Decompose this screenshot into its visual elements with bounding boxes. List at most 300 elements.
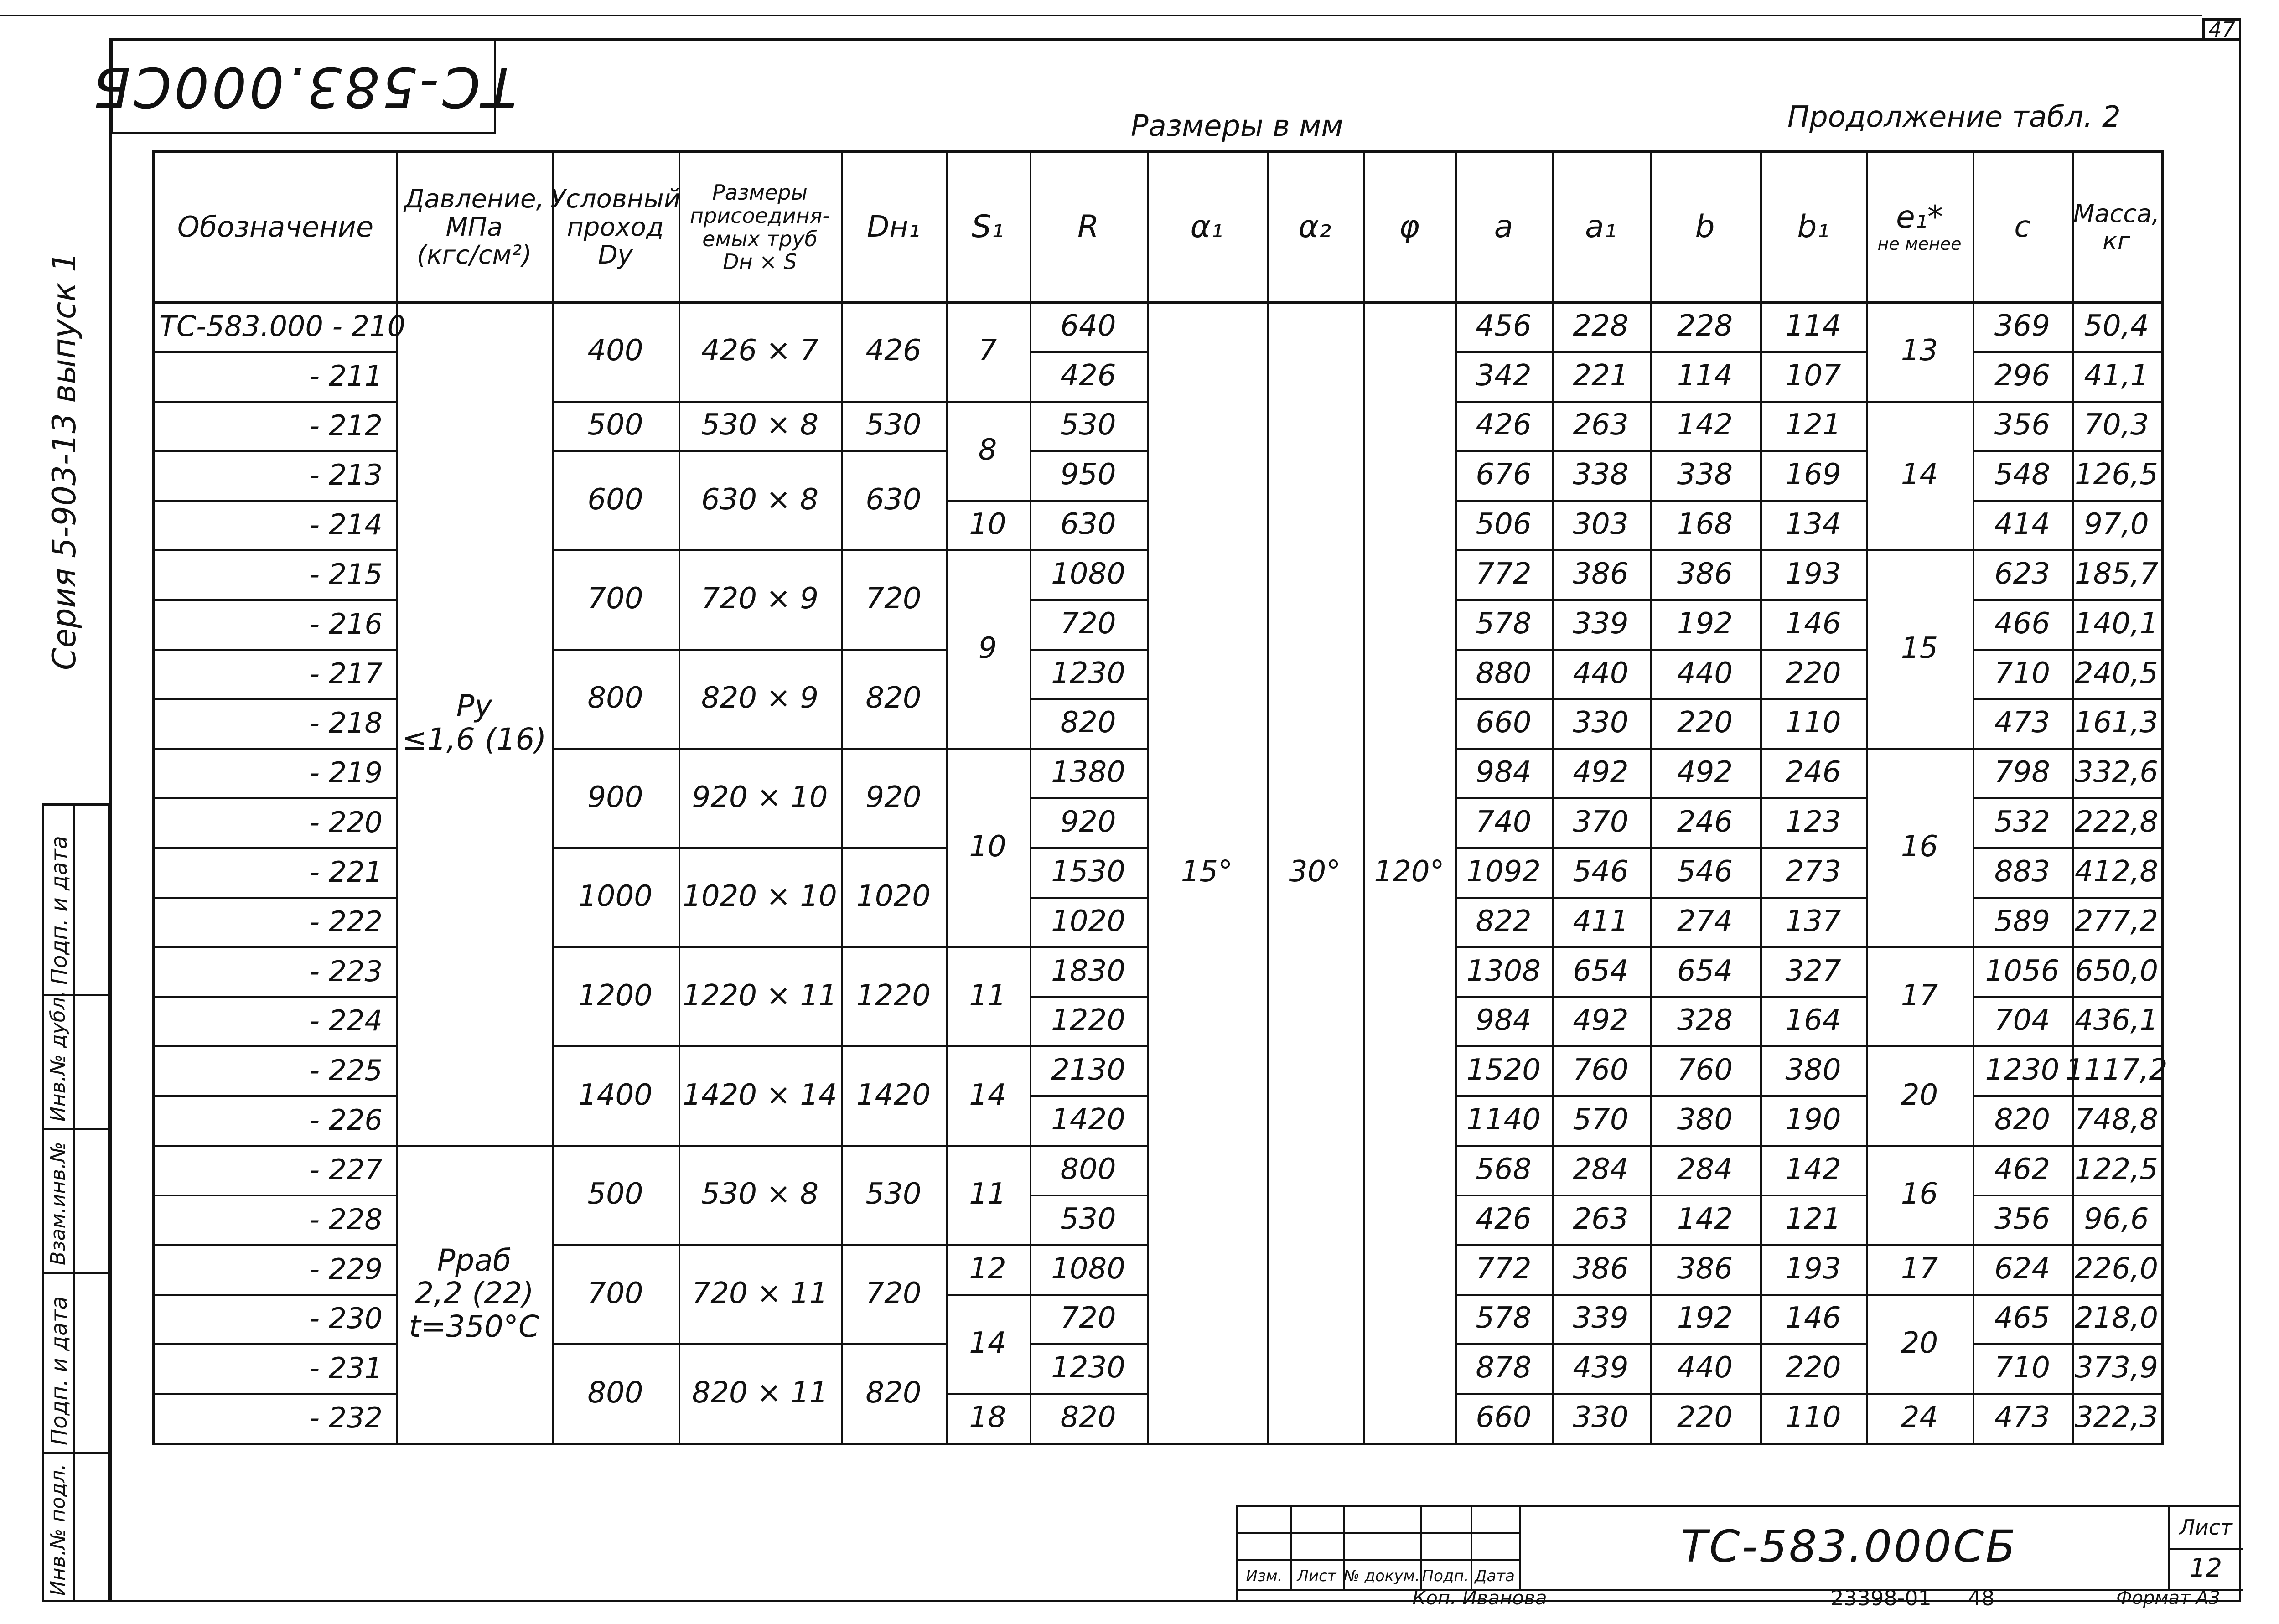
c-cell: 356	[1994, 408, 2051, 442]
header-e1	[1866, 153, 1973, 301]
r-cell: 1080	[1051, 557, 1125, 591]
stamp-divider	[1519, 1507, 1521, 1589]
b-cell: 192	[1677, 606, 1733, 641]
b1-cell: 121	[1785, 1202, 1841, 1236]
header-e1-note: не менее	[1877, 234, 1962, 254]
a-cell: 578	[1476, 1301, 1532, 1335]
dn1-cell: 720	[865, 582, 922, 616]
c-cell: 704	[1994, 1003, 2051, 1038]
b1-cell: 123	[1785, 805, 1841, 839]
dy-cell: 1400	[578, 1078, 653, 1112]
drawing-code: ТС-583.000СБ	[1680, 1521, 2018, 1572]
a1-cell: 492	[1573, 1003, 1629, 1038]
header-mass-line: Масса,	[2073, 199, 2160, 228]
a1-cell: 439	[1573, 1351, 1629, 1385]
r-cell: 1530	[1051, 854, 1125, 889]
pipe-size-cell: 630 × 8	[701, 482, 819, 517]
b1-cell: 193	[1785, 557, 1841, 591]
b1-cell: 246	[1785, 755, 1841, 790]
mass-cell: 322,3	[2074, 1400, 2159, 1434]
header-pipe-line: емых труб	[702, 226, 818, 251]
dn1-cell: 720	[865, 1276, 922, 1310]
header-pipe-line: присоединя-	[690, 203, 830, 228]
b1-cell: 273	[1785, 854, 1841, 889]
r-cell: 1080	[1051, 1252, 1125, 1286]
r-cell: 530	[1060, 1202, 1116, 1236]
units-note: Размеры в мм	[1131, 109, 1343, 143]
mass-cell: 50,4	[2084, 309, 2149, 343]
header-a1: a₁	[1585, 209, 1616, 245]
dn1-cell: 426	[865, 334, 922, 368]
a-cell: 676	[1476, 458, 1532, 492]
stamp-column-label: Дата	[1474, 1567, 1515, 1585]
b-cell: 114	[1677, 358, 1733, 393]
mass-cell: 140,1	[2074, 606, 2159, 641]
r-cell: 1220	[1051, 1003, 1125, 1038]
a-cell: 1092	[1466, 854, 1541, 889]
b1-cell: 110	[1785, 1400, 1841, 1434]
mass-cell: 185,7	[2074, 557, 2159, 591]
a1-cell: 263	[1573, 408, 1629, 442]
header-dy-line: проход	[567, 212, 664, 242]
b1-cell: 220	[1785, 656, 1841, 690]
r-cell: 1830	[1051, 954, 1125, 988]
pipe-size-cell: 530 × 8	[701, 1177, 819, 1211]
s1-cell: 9	[978, 631, 997, 666]
top-border-line	[0, 15, 2202, 16]
copied-by: Коп. Иванова	[1412, 1586, 1547, 1609]
a-cell: 984	[1476, 1003, 1532, 1038]
c-cell: 296	[1994, 358, 2051, 393]
header-alpha1: α₁	[1190, 209, 1223, 245]
designation-cell: - 223	[309, 954, 383, 988]
stamp-row-line	[1238, 1559, 1519, 1561]
pressure-line: 2,2 (22)	[414, 1276, 534, 1311]
alpha2-cell: 30°	[1289, 854, 1341, 889]
a-cell: 772	[1476, 557, 1532, 591]
designation-cell: - 232	[309, 1401, 383, 1435]
b1-cell: 137	[1785, 904, 1841, 938]
b-cell: 654	[1677, 954, 1733, 988]
corner-sheet-number: 47	[2202, 18, 2241, 40]
pressure-group	[396, 1145, 552, 1443]
dn1-cell: 1420	[856, 1078, 931, 1112]
dn1-cell: 530	[865, 408, 922, 442]
b-cell: 142	[1677, 1202, 1733, 1236]
strip-label-orig-inv: Инв.№ подл.	[47, 1464, 70, 1596]
a1-cell: 221	[1573, 358, 1629, 393]
a1-cell: 330	[1573, 1400, 1629, 1434]
e1-cell: 16	[1901, 830, 1938, 864]
e1-cell: 20	[1901, 1078, 1938, 1112]
a-cell: 984	[1476, 755, 1532, 790]
a1-cell: 339	[1573, 1301, 1629, 1335]
b1-cell: 121	[1785, 408, 1841, 442]
e1-cell: 13	[1901, 334, 1938, 368]
c-cell: 798	[1994, 755, 2051, 790]
e1-cell: 17	[1901, 978, 1938, 1013]
s1-cell: 11	[969, 978, 1006, 1013]
title-block	[1236, 1505, 2241, 1610]
a1-cell: 760	[1573, 1053, 1629, 1087]
r-cell: 1020	[1051, 904, 1125, 938]
dy-cell: 700	[587, 582, 643, 616]
b-cell: 386	[1677, 557, 1733, 591]
header-dy-line: Dy	[598, 240, 633, 270]
a-cell: 1520	[1466, 1053, 1541, 1087]
b1-cell: 107	[1785, 358, 1841, 393]
designation-cell: - 224	[309, 1004, 383, 1038]
header-b: b	[1695, 209, 1715, 245]
r-cell: 820	[1060, 1400, 1116, 1434]
continuation-note: Продолжение табл. 2	[1787, 100, 2121, 134]
header-pressure-line: МПа	[445, 212, 503, 242]
b1-cell: 327	[1785, 954, 1841, 988]
c-cell: 710	[1994, 656, 2051, 690]
mass-cell: 97,0	[2084, 507, 2149, 542]
a1-cell: 284	[1573, 1152, 1629, 1186]
c-cell: 623	[1994, 557, 2051, 591]
dy-cell: 800	[587, 681, 643, 715]
designation-cell: - 218	[309, 706, 383, 740]
designation-cell: - 217	[309, 657, 383, 690]
designation-cell: - 221	[309, 855, 383, 889]
dy-cell: 1200	[578, 978, 653, 1013]
c-cell: 710	[1994, 1351, 2051, 1385]
e1-cell: 20	[1901, 1326, 1938, 1360]
r-cell: 530	[1060, 408, 1116, 442]
pipe-size-cell: 530 × 8	[701, 408, 819, 442]
designation-cell: - 212	[309, 409, 383, 442]
r-cell: 800	[1060, 1152, 1116, 1186]
inventory-number-2: 48	[1968, 1585, 1995, 1610]
pressure-line: Pраб	[437, 1242, 512, 1278]
c-cell: 820	[1994, 1103, 2051, 1137]
sheet-value: 12	[2189, 1553, 2222, 1583]
mass-cell: 650,0	[2074, 954, 2159, 988]
header-mass	[2072, 153, 2161, 301]
a1-cell: 303	[1573, 507, 1629, 542]
a-cell: 1308	[1466, 954, 1541, 988]
mass-cell: 96,6	[2084, 1202, 2149, 1236]
a1-cell: 411	[1573, 904, 1629, 938]
strip-sep	[42, 1128, 110, 1130]
header-pipe	[679, 153, 841, 301]
a-cell: 822	[1476, 904, 1532, 938]
e1-cell: 15	[1901, 631, 1938, 666]
header-c: c	[2014, 210, 2030, 244]
a-cell: 772	[1476, 1252, 1532, 1286]
a-cell: 426	[1476, 408, 1532, 442]
s1-cell: 10	[969, 830, 1006, 864]
b1-cell: 190	[1785, 1103, 1841, 1137]
header-r: R	[1077, 209, 1099, 245]
b1-cell: 193	[1785, 1252, 1841, 1286]
r-cell: 720	[1060, 1301, 1116, 1335]
a-cell: 456	[1476, 309, 1532, 343]
header-b1: b₁	[1797, 209, 1829, 245]
header-pressure	[396, 153, 552, 301]
b-cell: 168	[1677, 507, 1733, 542]
pipe-size-cell: 820 × 11	[692, 1376, 828, 1410]
header-dy-line: Условный	[550, 184, 681, 214]
a1-cell: 570	[1573, 1103, 1629, 1137]
c-cell: 369	[1994, 309, 2051, 343]
dn1-cell: 1020	[856, 879, 931, 914]
b-cell: 760	[1677, 1053, 1733, 1087]
header-s1: S₁	[971, 209, 1004, 245]
dy-cell: 600	[587, 482, 643, 517]
r-cell: 630	[1060, 507, 1116, 542]
s1-cell: 8	[978, 433, 997, 467]
r-cell: 1420	[1051, 1103, 1125, 1137]
b1-cell: 164	[1785, 1003, 1841, 1038]
a1-cell: 386	[1573, 1252, 1629, 1286]
a-cell: 880	[1476, 656, 1532, 690]
b-cell: 492	[1677, 755, 1733, 790]
pressure-line: ≤1,6 (16)	[402, 722, 547, 757]
pipe-size-cell: 426 × 7	[701, 334, 819, 368]
header-phi: φ	[1399, 209, 1419, 245]
a-cell: 342	[1476, 358, 1532, 393]
b1-cell: 142	[1785, 1152, 1841, 1186]
dn1-cell: 1220	[856, 978, 931, 1013]
a1-cell: 330	[1573, 706, 1629, 740]
header-dn1: Dн₁	[867, 210, 920, 244]
designation-cell: - 213	[309, 458, 383, 492]
r-cell: 2130	[1051, 1053, 1125, 1087]
mass-cell: 332,6	[2074, 755, 2159, 790]
header-mass-line: кг	[2103, 226, 2130, 255]
a1-cell: 370	[1573, 805, 1629, 839]
strip-label-dup-inv: Инв.№ дубл.	[47, 990, 70, 1122]
stamp-column-label: Лист	[1297, 1567, 1336, 1585]
b-cell: 386	[1677, 1252, 1733, 1286]
designation-cell: - 228	[309, 1202, 383, 1236]
designation-cell: - 211	[309, 359, 383, 393]
a-cell: 740	[1476, 805, 1532, 839]
a-cell: 660	[1476, 706, 1532, 740]
b-cell: 338	[1677, 458, 1733, 492]
designation-cell: - 231	[309, 1351, 383, 1385]
header-dy	[552, 153, 679, 301]
dn1-cell: 820	[865, 1376, 922, 1410]
a-cell: 878	[1476, 1351, 1532, 1385]
strip-label-sign-date-2: Подп. и дата	[47, 1296, 72, 1445]
r-cell: 1380	[1051, 755, 1125, 790]
phi-cell: 120°	[1374, 854, 1445, 889]
a1-cell: 654	[1573, 954, 1629, 988]
mass-cell: 70,3	[2084, 408, 2149, 442]
pressure-group	[396, 301, 552, 1145]
e1-cell: 16	[1901, 1177, 1938, 1211]
b1-cell: 146	[1785, 606, 1841, 641]
c-cell: 883	[1994, 854, 2051, 889]
sheet-label: Лист	[2179, 1515, 2232, 1540]
mass-cell: 240,5	[2074, 656, 2159, 690]
header-pipe-line: Размеры	[712, 180, 808, 205]
dn1-cell: 820	[865, 681, 922, 715]
strip-label-replace-inv: Взам.инв.№	[47, 1142, 70, 1265]
designation-cell: - 230	[309, 1302, 383, 1335]
strip-divider	[73, 803, 75, 1602]
header-pressure-line: (кгс/см²)	[416, 240, 532, 270]
b-cell: 284	[1677, 1152, 1733, 1186]
header-e1-symbol: e₁*	[1896, 199, 1943, 236]
header-a: a	[1494, 209, 1513, 245]
c-cell: 356	[1994, 1202, 2051, 1236]
r-cell: 720	[1060, 606, 1116, 641]
stamp-row-line	[1238, 1532, 1519, 1534]
a1-cell: 338	[1573, 458, 1629, 492]
c-cell: 465	[1994, 1301, 2051, 1335]
dy-cell: 700	[587, 1276, 643, 1310]
dn1-cell: 630	[865, 482, 922, 517]
b-cell: 274	[1677, 904, 1733, 938]
a1-cell: 386	[1573, 557, 1629, 591]
designation-cell: - 220	[309, 806, 383, 839]
mass-cell: 126,5	[2074, 458, 2159, 492]
c-cell: 532	[1994, 805, 2051, 839]
b-cell: 228	[1677, 309, 1733, 343]
dn1-cell: 920	[865, 780, 922, 814]
mass-cell: 373,9	[2074, 1351, 2159, 1385]
dy-cell: 800	[587, 1376, 643, 1410]
a-cell: 426	[1476, 1202, 1532, 1236]
r-cell: 426	[1060, 358, 1116, 393]
s1-cell: 18	[969, 1400, 1006, 1434]
pipe-size-cell: 720 × 11	[692, 1276, 828, 1310]
r-cell: 950	[1060, 458, 1116, 492]
b-cell: 142	[1677, 408, 1733, 442]
a1-cell: 228	[1573, 309, 1629, 343]
e1-cell: 17	[1901, 1252, 1938, 1286]
s1-cell: 12	[969, 1252, 1006, 1286]
designation-cell: - 219	[309, 756, 383, 790]
a-cell: 1140	[1466, 1103, 1541, 1137]
e1-cell: 24	[1901, 1400, 1938, 1434]
e1-cell: 14	[1901, 458, 1938, 492]
b1-cell: 146	[1785, 1301, 1841, 1335]
mass-cell: 1117,2	[2065, 1053, 2168, 1087]
s1-cell: 14	[969, 1326, 1006, 1360]
designation-cell: - 226	[309, 1103, 383, 1137]
header-designation: Обозначение	[177, 210, 374, 244]
a-cell: 660	[1476, 1400, 1532, 1434]
a-cell: 506	[1476, 507, 1532, 542]
dy-cell: 500	[587, 408, 643, 442]
r-cell: 640	[1060, 309, 1116, 343]
pipe-size-cell: 1420 × 14	[683, 1078, 837, 1112]
b1-cell: 134	[1785, 507, 1841, 542]
b1-cell: 380	[1785, 1053, 1841, 1087]
pipe-size-cell: 920 × 10	[692, 780, 828, 814]
dy-cell: 900	[587, 780, 643, 814]
stamp-column-label: № докум.	[1343, 1567, 1420, 1585]
c-cell: 462	[1994, 1152, 2051, 1186]
designation-cell: - 214	[309, 508, 383, 542]
mass-cell: 436,1	[2074, 1003, 2159, 1038]
strip-label-sign-date: Подп. и дата	[47, 836, 72, 985]
top-left-code-box	[90, 38, 517, 134]
r-cell: 1230	[1051, 656, 1125, 690]
stamp-column-label: Подп.	[1422, 1567, 1469, 1585]
a-cell: 578	[1476, 606, 1532, 641]
c-cell: 624	[1994, 1252, 2051, 1286]
pipe-size-cell: 720 × 9	[701, 582, 819, 616]
dy-cell: 400	[587, 334, 643, 368]
b1-cell: 114	[1785, 309, 1841, 343]
dy-cell: 1000	[578, 879, 653, 914]
b-cell: 440	[1677, 656, 1733, 690]
a-cell: 568	[1476, 1152, 1532, 1186]
designation-cell: - 216	[309, 607, 383, 641]
s1-cell: 10	[969, 507, 1006, 542]
a1-cell: 440	[1573, 656, 1629, 690]
designation-cell: - 225	[309, 1054, 383, 1087]
mass-cell: 222,8	[2074, 805, 2159, 839]
mass-cell: 412,8	[2074, 854, 2159, 889]
b-cell: 328	[1677, 1003, 1733, 1038]
b1-cell: 220	[1785, 1351, 1841, 1385]
c-cell: 473	[1994, 706, 2051, 740]
a1-cell: 263	[1573, 1202, 1629, 1236]
b-cell: 546	[1677, 854, 1733, 889]
a1-cell: 492	[1573, 755, 1629, 790]
b-cell: 246	[1677, 805, 1733, 839]
b1-cell: 110	[1785, 706, 1841, 740]
mass-cell: 226,0	[2074, 1252, 2159, 1286]
pressure-line: t=350°C	[409, 1309, 540, 1344]
b1-cell: 169	[1785, 458, 1841, 492]
a1-cell: 339	[1573, 606, 1629, 641]
c-cell: 466	[1994, 606, 2051, 641]
c-cell: 589	[1994, 904, 2051, 938]
mass-cell: 122,5	[2074, 1152, 2159, 1186]
inventory-number: 23398-01	[1830, 1585, 1932, 1610]
mass-cell: 41,1	[2084, 358, 2149, 393]
b-cell: 192	[1677, 1301, 1733, 1335]
s1-cell: 14	[969, 1078, 1006, 1112]
pressure-line: Py	[456, 688, 492, 724]
c-cell: 1230	[1985, 1053, 2060, 1087]
r-cell: 920	[1060, 805, 1116, 839]
r-cell: 820	[1060, 706, 1116, 740]
mass-cell: 277,2	[2074, 904, 2159, 938]
mass-cell: 161,3	[2074, 706, 2159, 740]
mass-cell: 748,8	[2074, 1103, 2159, 1137]
s1-cell: 11	[969, 1177, 1006, 1211]
a1-cell: 546	[1573, 854, 1629, 889]
pipe-size-cell: 820 × 9	[701, 681, 819, 715]
designation-cell: - 222	[309, 905, 383, 938]
series-label: Серия 5-903-13 выпуск 1	[46, 252, 83, 670]
designation-cell: - 229	[309, 1252, 383, 1286]
b-cell: 220	[1677, 1400, 1733, 1434]
dimensions-table	[152, 150, 2168, 1445]
designation-cell: ТС-583.000 - 210	[159, 309, 406, 343]
header-pipe-line: Dн × S	[723, 249, 797, 274]
stamp-column-label: Изм.	[1246, 1567, 1283, 1585]
c-cell: 473	[1994, 1400, 2051, 1434]
s1-cell: 7	[978, 334, 997, 368]
format-label: Формат А3	[2116, 1588, 2220, 1608]
c-cell: 548	[1994, 458, 2051, 492]
b-cell: 440	[1677, 1351, 1733, 1385]
c-cell: 1056	[1985, 954, 2060, 988]
mass-cell: 218,0	[2074, 1301, 2159, 1335]
pipe-size-cell: 1220 × 11	[683, 978, 837, 1013]
